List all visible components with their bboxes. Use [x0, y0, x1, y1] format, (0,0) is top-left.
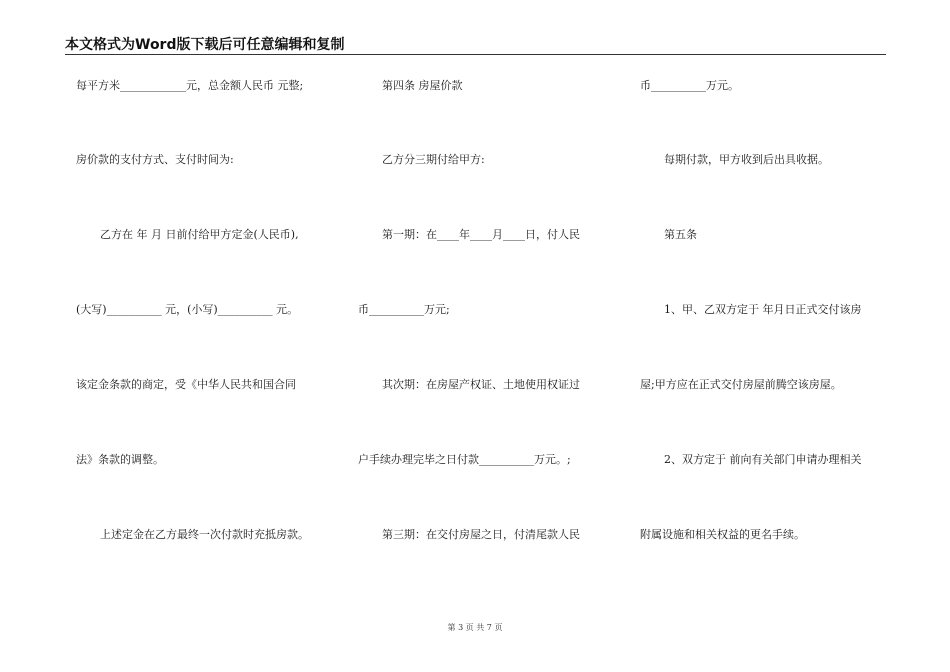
- header-title: 本文格式为Word版下载后可任意编辑和复制: [65, 37, 345, 53]
- text-line: 第一期：在____年____月____日，付人民: [382, 228, 580, 241]
- text-line: 1、甲、乙双方定于 年月日正式交付该房: [664, 303, 862, 316]
- text-line: 乙方在 年 月 日前付给甲方定金(人民币),: [100, 228, 299, 241]
- text-line: 附属设施和相关权益的更名手续。: [640, 528, 805, 541]
- text-line: 上述定金在乙方最终一次付款时充抵房款。: [100, 528, 309, 541]
- text-line: 乙方分三期付给甲方:: [382, 153, 485, 166]
- page-number: 第 3 页 共 7 页: [447, 623, 503, 632]
- text-line: 房价款的支付方式、支付时间为:: [76, 153, 234, 166]
- text-line: 法》条款的调整。: [76, 453, 164, 466]
- text-line: 第五条: [664, 228, 697, 241]
- text-line: 第四条 房屋价款: [382, 79, 463, 92]
- text-line: 每期付款，甲方收到后出具收据。: [664, 153, 829, 166]
- text-line: 屋;甲方应在正式交付房屋前腾空该房屋。: [640, 378, 842, 391]
- text-line: 第三期：在交付房屋之日，付清尾款人民: [382, 528, 580, 541]
- text-line: 户手续办理完毕之日付款__________万元。;: [358, 453, 571, 466]
- text-line: 币__________万元;: [358, 303, 450, 316]
- text-line: 币__________万元。: [640, 79, 739, 92]
- text-line: 2、双方定于 前向有关部门申请办理相关: [664, 453, 862, 466]
- text-line: 其次期：在房屋产权证、土地使用权证过: [382, 378, 580, 391]
- document-header: [65, 34, 886, 55]
- text-line: (大写)__________ 元，(小写)__________ 元。: [76, 303, 299, 316]
- text-line: 每平方米____________元，总金额人民币 元整;: [76, 79, 304, 92]
- text-line: 该定金条款的商定，受《中华人民共和国合同: [76, 378, 296, 391]
